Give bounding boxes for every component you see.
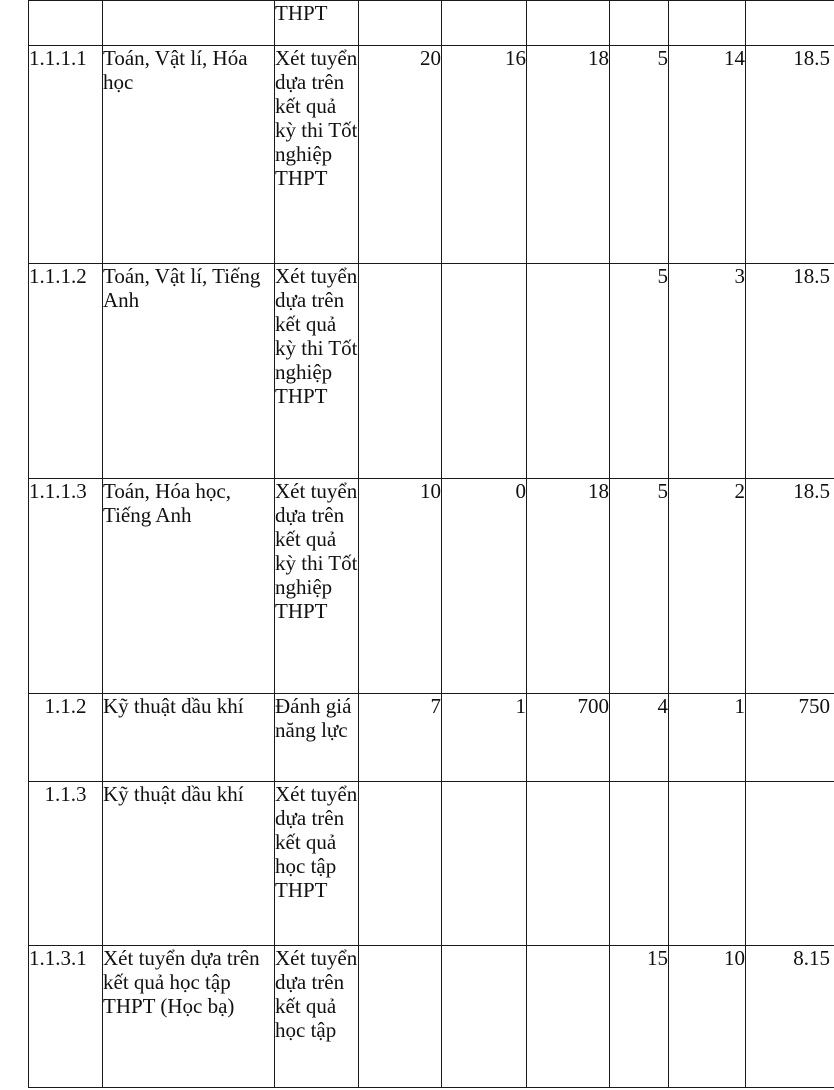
- row-value-4: 5: [610, 46, 669, 264]
- row-code: 1.1.1.2: [29, 264, 103, 479]
- row-value-2: 16: [442, 46, 527, 264]
- row-value-6: 18.5: [746, 479, 834, 694]
- row-value-5: [669, 782, 746, 946]
- row-code: 1.1.1.1: [29, 46, 103, 264]
- row-value-5: 1: [669, 694, 746, 782]
- admission-score-table: [28, 0, 834, 1088]
- table-row: [29, 694, 834, 782]
- row-value-2: [442, 264, 527, 479]
- row-value-5: 14: [669, 46, 746, 264]
- row-value-3: 18: [527, 479, 610, 694]
- row-value-1: 20: [359, 46, 442, 264]
- row-code: 1.1.1.3: [29, 479, 103, 694]
- row-value-3: [527, 782, 610, 946]
- row-value-4: 5: [610, 479, 669, 694]
- row-value-4: [610, 782, 669, 946]
- table-row: [29, 946, 834, 1088]
- row-method: Đánh giá năng lực: [275, 694, 359, 782]
- row-value-3: [527, 946, 610, 1088]
- row-name: Kỹ thuật dầu khí: [103, 694, 275, 782]
- row-value-5: 10: [669, 946, 746, 1088]
- table-row: [29, 46, 834, 264]
- row-method: Xét tuyển dựa trên kết quả học tập THPT: [275, 782, 359, 946]
- row-value-3: 700: [527, 694, 610, 782]
- row-value-5: [669, 1, 746, 46]
- row-value-5: 2: [669, 479, 746, 694]
- row-value-5: 3: [669, 264, 746, 479]
- row-value-2: 1: [442, 694, 527, 782]
- row-value-2: 0: [442, 479, 527, 694]
- row-value-1: 7: [359, 694, 442, 782]
- row-value-6: 18.5: [746, 264, 834, 479]
- row-name: Toán, Vật lí, Tiếng Anh: [103, 264, 275, 479]
- table-row: [29, 1, 834, 46]
- row-code: 1.1.2: [29, 694, 103, 782]
- row-name: Toán, Hóa học, Tiếng Anh: [103, 479, 275, 694]
- row-method: Xét tuyển dựa trên kết quả kỳ thi Tốt nghiệp THPT: [275, 479, 359, 694]
- row-method: THPT: [275, 1, 359, 46]
- row-value-6: [746, 782, 834, 946]
- row-name: Kỹ thuật dầu khí: [103, 782, 275, 946]
- row-code: [29, 1, 103, 46]
- row-value-3: 18: [527, 46, 610, 264]
- row-value-4: [610, 1, 669, 46]
- row-value-1: [359, 782, 442, 946]
- row-method: Xét tuyển dựa trên kết quả kỳ thi Tốt nghiệp THPT: [275, 264, 359, 479]
- row-value-4: 4: [610, 694, 669, 782]
- row-name: Xét tuyển dựa trên kết quả học tập THPT (Học bạ): [103, 946, 275, 1088]
- row-value-1: [359, 946, 442, 1088]
- row-method: Xét tuyển dựa trên kết quả học tập: [275, 946, 359, 1088]
- row-value-1: [359, 1, 442, 46]
- row-value-1: 10: [359, 479, 442, 694]
- row-value-3: [527, 1, 610, 46]
- row-value-3: [527, 264, 610, 479]
- row-value-6: 8.15: [746, 946, 834, 1088]
- row-code: 1.1.3.1: [29, 946, 103, 1088]
- row-method: Xét tuyển dựa trên kết quả kỳ thi Tốt nghiệp THPT: [275, 46, 359, 264]
- row-code: 1.1.3: [29, 782, 103, 946]
- row-value-6: [746, 1, 834, 46]
- row-value-6: 18.5: [746, 46, 834, 264]
- row-value-4: 5: [610, 264, 669, 479]
- row-value-2: [442, 946, 527, 1088]
- row-value-4: 15: [610, 946, 669, 1088]
- table-row: [29, 782, 834, 946]
- row-value-2: [442, 1, 527, 46]
- row-value-2: [442, 782, 527, 946]
- row-value-1: [359, 264, 442, 479]
- table-row: [29, 479, 834, 694]
- row-value-6: 750: [746, 694, 834, 782]
- row-name: Toán, Vật lí, Hóa học: [103, 46, 275, 264]
- table-row: [29, 264, 834, 479]
- row-name: [103, 1, 275, 46]
